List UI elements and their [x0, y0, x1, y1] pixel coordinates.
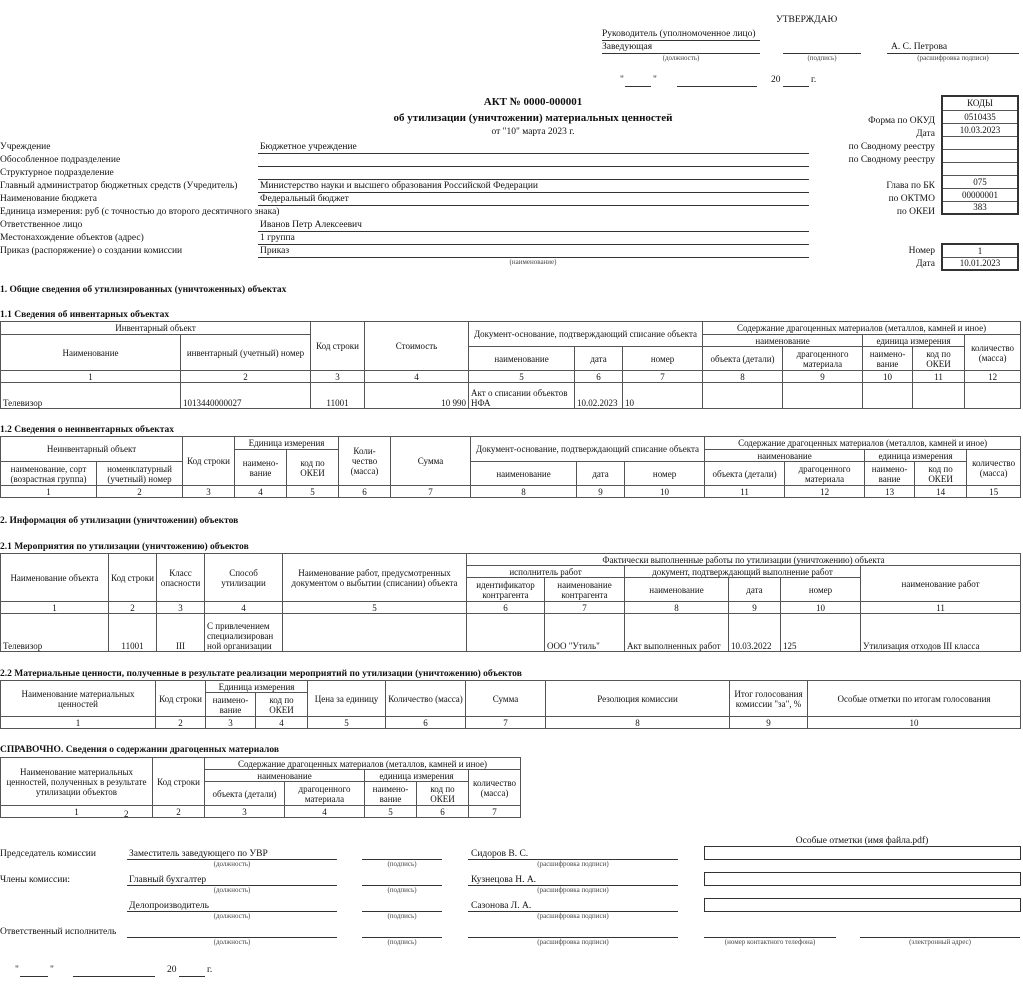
- t21-h-actual: Фактически выполненные работы по утилизации (уничтожению) объекта: [467, 554, 1021, 566]
- t11-h-pr-material: драгоценного материала: [783, 347, 863, 371]
- info-value-location: 1 группа: [260, 233, 295, 243]
- t22-num-1: 1: [1, 717, 156, 729]
- t22-num-9: 9: [730, 717, 808, 729]
- t22-num-3: 3: [206, 717, 256, 729]
- t21-row-name: Телевизор: [1, 614, 109, 652]
- ref-h-qty: количество (масса): [469, 770, 521, 806]
- code-bk: 075: [942, 175, 1018, 188]
- t11-h-doc-name: наименование: [469, 347, 575, 371]
- member2-signature-caption: (подпись): [387, 912, 417, 920]
- t11-h-name: Наименование: [1, 335, 181, 371]
- t11-num-9: 9: [783, 371, 863, 383]
- t11-num-11: 11: [913, 371, 965, 383]
- t21-row-doc-date: 10.03.2022: [729, 614, 781, 652]
- ref-num-3: 3: [205, 806, 285, 818]
- t21-row-contr-name: ООО "Утиль": [545, 614, 625, 652]
- section-1-2-title: 1.2 Сведения о неинвентарных объектах: [0, 425, 175, 435]
- t21-num-2: 2: [109, 602, 157, 614]
- member1-name-caption: (расшифровка подписи): [537, 886, 609, 894]
- approval-name-caption: (расшифровка подписи): [917, 54, 989, 62]
- t12-num-1: 1: [1, 486, 97, 498]
- t21-row-contr-id: [467, 614, 545, 652]
- t21-num-5: 5: [283, 602, 467, 614]
- t11-row-inv: 1013440000027: [181, 383, 311, 409]
- t11-num-12: 12: [965, 371, 1021, 383]
- t12-h-nom: номенклатурный (учетный) номер: [97, 462, 183, 486]
- t21-row-code: 11001: [109, 614, 157, 652]
- t22-h-notes: Особые отметки по итогам голосования: [808, 681, 1021, 717]
- t12-h-sum: Сумма: [391, 437, 471, 486]
- member2-position: Делопроизводитель: [129, 901, 209, 911]
- t21-h-contr-id: идентификатор контрагента: [467, 578, 545, 602]
- t11-row-name: Телевизор: [1, 383, 181, 409]
- code-empty: [942, 162, 1018, 175]
- t22-h-price: Цена за единицу: [308, 681, 386, 717]
- t22-h-vote: Итог голосования комиссии "за", %: [730, 681, 808, 717]
- code-okei: 383: [942, 201, 1018, 214]
- member1-signature-caption: (подпись): [387, 886, 417, 894]
- t12-h-pr-qty: количество (масса): [967, 450, 1021, 486]
- t12-num-9: 9: [577, 486, 625, 498]
- t12-num-15: 15: [967, 486, 1021, 498]
- t21-num-9: 9: [729, 602, 781, 614]
- t12-num-13: 13: [865, 486, 915, 498]
- ref-num-6: 6: [417, 806, 469, 818]
- bottom-year-prefix: 20: [167, 965, 177, 975]
- code-label-oktmo: по ОКТМО: [888, 194, 935, 204]
- info-label-admin: Главный администратор бюджетных средств (Учредитель): [0, 181, 238, 191]
- t21-h-method: Способ утилизации: [205, 554, 283, 602]
- table-reference-precious: [0, 757, 521, 818]
- t21-h-doc: документ, подтверждающий выполнение работ: [625, 566, 861, 578]
- t11-row-doc-number: 10: [623, 383, 703, 409]
- t12-num-5: 5: [287, 486, 339, 498]
- t11-h-precious: Содержание драгоценных материалов (металлов, камней и иное): [703, 322, 1021, 335]
- t12-h-qty: Коли- чество (масса): [339, 437, 391, 486]
- approval-signature-caption: (подпись): [807, 54, 837, 62]
- t11-h-doc-number: номер: [623, 347, 703, 371]
- t12-h-okei: код по ОКЕИ: [287, 450, 339, 486]
- info-label-budget: Наименование бюджета: [0, 194, 97, 204]
- t12-num-6: 6: [339, 486, 391, 498]
- info-label-order: Приказ (распоряжение) о создании комиссии: [0, 246, 183, 256]
- chairman-label: Председатель комиссии: [0, 849, 96, 859]
- t21-row-doc-name: Акт выполненных работ: [625, 614, 729, 652]
- table-row: [1, 383, 1021, 409]
- approval-date-quote-close: ": [653, 75, 657, 85]
- ref-h-unit-name: наимено- вание: [365, 782, 417, 806]
- t21-h-works-planned: Наименование работ, предусмотренных документом о выбытии (списании) объекта: [283, 554, 467, 602]
- t12-h-doc-date: дата: [577, 462, 625, 486]
- table-inventory-objects: [0, 321, 1021, 409]
- section-2-1-title: 2.1 Мероприятия по утилизации (уничтожению) объектов: [0, 542, 249, 552]
- t11-h-pr-unit: единица измерения: [863, 335, 965, 347]
- order-caption: (наименование): [509, 258, 557, 266]
- t11-h-cost: Стоимость: [365, 322, 469, 371]
- ref-num-4: 4: [285, 806, 365, 818]
- codes-header: КОДЫ: [942, 96, 1018, 110]
- member2-position-caption: (должность): [213, 912, 251, 920]
- t21-num-8: 8: [625, 602, 729, 614]
- info-value-institution: Бюджетное учреждение: [260, 142, 357, 152]
- approval-year-prefix: 20: [771, 75, 781, 85]
- ref-num-2: 2: [153, 806, 205, 818]
- order-date: 10.01.2023: [942, 257, 1018, 270]
- codes-table: [941, 95, 1019, 215]
- member2-name: Сазонова Л. А.: [471, 901, 532, 911]
- t12-num-10: 10: [625, 486, 705, 498]
- bottom-date-quote-open: ": [15, 965, 19, 975]
- section-2-title: 2. Информация об утилизации (уничтожении) объектов: [0, 516, 239, 526]
- t12-num-8: 8: [471, 486, 577, 498]
- approval-date-quote-open: ": [620, 75, 624, 85]
- t11-num-2: 2: [181, 371, 311, 383]
- t21-h-code: Код строки: [109, 554, 157, 602]
- approval-title: УТВЕРЖДАЮ: [776, 15, 838, 25]
- t12-h-code: Код строки: [183, 437, 235, 486]
- section-2-2-title: 2.2 Материальные ценности, полученные в результате реализации мероприятий по утилизации (уничтожению) объектов: [0, 669, 522, 679]
- table-noninventory-objects: [0, 436, 1021, 498]
- ref-num-7: 7: [469, 806, 521, 818]
- t12-h-pr-material: драгоценного материала: [785, 462, 865, 486]
- t21-row-method: С привлечением специализирован ной организации: [205, 614, 283, 652]
- info-value-budget: Федеральный бюджет: [260, 194, 349, 204]
- t11-h-pr-okei: код по ОКЕИ: [913, 347, 965, 371]
- t22-num-8: 8: [546, 717, 730, 729]
- t12-h-precious: Содержание драгоценных материалов (металлов, камней и иное): [705, 437, 1021, 450]
- t11-num-5: 5: [469, 371, 575, 383]
- table-received-values: [0, 680, 1021, 729]
- table-disposal-activities: [0, 553, 1021, 652]
- t22-h-sum: Сумма: [466, 681, 546, 717]
- ref-h-code: Код строки: [153, 758, 205, 806]
- t11-num-8: 8: [703, 371, 783, 383]
- t21-h-doc-name: наименование: [625, 578, 729, 602]
- info-label-institution: Учреждение: [0, 142, 51, 152]
- code-label-registry-1: по Сводному реестру: [848, 142, 935, 152]
- t12-num-2: 2: [97, 486, 183, 498]
- approval-head-label: Руководитель (уполномоченное лицо): [602, 29, 756, 39]
- t12-h-doc-number: номер: [625, 462, 705, 486]
- ref-h-precious: Содержание драгоценных материалов (металлов, камней и иное): [205, 758, 521, 770]
- t11-h-code: Код строки: [311, 322, 365, 371]
- t21-h-contr-name: наименование контрагента: [545, 578, 625, 602]
- code-label-okud: Форма по ОКУД: [868, 116, 935, 126]
- t21-row-works: Утилизация отходов III класса: [861, 614, 1021, 652]
- t11-h-pr-qty: количество (масса): [965, 335, 1021, 371]
- chairman-position-caption: (должность): [213, 860, 251, 868]
- notes-box-2[interactable]: [704, 872, 1021, 886]
- member2-name-caption: (расшифровка подписи): [537, 912, 609, 920]
- code-label-bk: Глава по БК: [886, 181, 935, 191]
- t21-num-1: 1: [1, 602, 109, 614]
- t12-h-pr-name: наименование: [705, 450, 865, 462]
- t22-h-name: Наименование материальных ценностей: [1, 681, 156, 717]
- section-1-1-title: 1.1 Сведения об инвентарных объектах: [0, 310, 170, 320]
- bottom-year-suffix: г.: [207, 965, 213, 975]
- t22-h-qty: Количество (масса): [386, 681, 466, 717]
- executor-position-caption: (должность): [213, 938, 251, 946]
- t12-h-name: наименование, сорт (возрастная группа): [1, 462, 97, 486]
- ref-num-1: 1: [1, 806, 153, 818]
- approval-position: Заведующая: [602, 42, 653, 52]
- t21-row-planned: [283, 614, 467, 652]
- member1-name: Кузнецова Н. А.: [471, 875, 537, 885]
- chairman-name: Сидоров В. С.: [471, 849, 529, 859]
- t22-num-2: 2: [156, 717, 206, 729]
- order-number: 1: [942, 244, 1018, 257]
- t11-h-inv-object: Инвентарный объект: [1, 322, 311, 335]
- ref-h-object: объекта (детали): [205, 782, 285, 806]
- t11-num-10: 10: [863, 371, 913, 383]
- t11-row-cost: 10 990: [365, 383, 469, 409]
- executor-label: Ответственный исполнитель: [0, 927, 117, 937]
- t21-row-class: III: [157, 614, 205, 652]
- executor-name-caption: (расшифровка подписи): [537, 938, 609, 946]
- act-title: АКТ № 0000-000001: [483, 96, 583, 108]
- t22-h-code: Код строки: [156, 681, 206, 717]
- reference-title: СПРАВОЧНО. Сведения о содержании драгоценных материалов: [0, 745, 280, 755]
- t12-num-7: 7: [391, 486, 471, 498]
- order-number-label: Номер: [908, 246, 935, 256]
- t11-row-doc-date: 10.02.2023: [575, 383, 623, 409]
- ref-num-5: 5: [365, 806, 417, 818]
- t12-h-doc-name: наименование: [471, 462, 577, 486]
- ref-h-material: драгоценного материала: [285, 782, 365, 806]
- t21-num-10: 10: [781, 602, 861, 614]
- notes-box-1[interactable]: [704, 846, 1021, 860]
- t21-h-executor: исполнитель работ: [467, 566, 625, 578]
- t12-h-obj: Неинвентарный объект: [1, 437, 183, 462]
- t12-h-pr-unit-name: наимено- вание: [865, 462, 915, 486]
- order-date-label: Дата: [916, 259, 935, 269]
- t21-h-works-name: наименование работ: [861, 566, 1021, 602]
- info-value-order: Приказ: [260, 246, 290, 256]
- t11-num-7: 7: [623, 371, 703, 383]
- t22-num-10: 10: [808, 717, 1021, 729]
- t22-num-4: 4: [256, 717, 308, 729]
- code-date: 10.03.2023: [942, 123, 1018, 136]
- t21-num-11: 11: [861, 602, 1021, 614]
- t21-num-4: 4: [205, 602, 283, 614]
- t21-row-doc-number: 125: [781, 614, 861, 652]
- table-row: [1, 614, 1021, 652]
- t12-num-11: 11: [705, 486, 785, 498]
- t12-h-pr-object: объекта (детали): [705, 462, 785, 486]
- info-value-responsible: Иванов Петр Алексеевич: [260, 220, 362, 230]
- member1-position-caption: (должность): [213, 886, 251, 894]
- code-label-date: Дата: [916, 129, 935, 139]
- t22-h-unit-name: наимено- вание: [206, 693, 256, 717]
- code-okud: 0510435: [942, 110, 1018, 123]
- t21-num-7: 7: [545, 602, 625, 614]
- t11-num-1: 1: [1, 371, 181, 383]
- t22-num-6: 6: [386, 717, 466, 729]
- executor-signature-caption: (подпись): [387, 938, 417, 946]
- notes-box-3[interactable]: [704, 898, 1021, 912]
- chairman-signature-caption: (подпись): [387, 860, 417, 868]
- info-label-unit: Единица измерения: руб (с точностью до второго десятичного знака): [0, 207, 280, 217]
- t11-h-pr-unit-name: наимено- вание: [863, 347, 913, 371]
- ref-num-1b: 2: [124, 809, 129, 819]
- t22-h-unit: Единица измерения: [206, 681, 308, 693]
- section-1-title: 1. Общие сведения об утилизированных (уничтоженных) объектах: [0, 285, 287, 295]
- executor-phone-caption: (номер контактного телефона): [724, 938, 816, 946]
- t12-num-3: 3: [183, 486, 235, 498]
- t11-num-6: 6: [575, 371, 623, 383]
- t21-num-6: 6: [467, 602, 545, 614]
- code-label-registry-2: по Сводному реестру: [848, 155, 935, 165]
- t22-h-resolution: Резолюция комиссии: [546, 681, 730, 717]
- t11-num-3: 3: [311, 371, 365, 383]
- t21-h-doc-number: номер: [781, 578, 861, 602]
- t22-h-okei: код по ОКЕИ: [256, 693, 308, 717]
- bottom-date-quote-close: ": [50, 965, 54, 975]
- t11-h-pr-name: наименование: [703, 335, 863, 347]
- t21-h-doc-date: дата: [729, 578, 781, 602]
- t12-h-pr-unit: единица измерения: [865, 450, 967, 462]
- code-label-okei: по ОКЕИ: [896, 207, 935, 217]
- code-registry-2: [942, 149, 1018, 162]
- t21-h-class: Класс опасности: [157, 554, 205, 602]
- t12-num-4: 4: [235, 486, 287, 498]
- member1-position: Главный бухгалтер: [129, 875, 207, 885]
- t21-h-obj-name: Наименование объекта: [1, 554, 109, 602]
- t11-row-doc-name: Акт о списании объектов НФА: [469, 383, 575, 409]
- act-date-line: от "10" марта 2023 г.: [491, 127, 575, 137]
- t12-h-unit: Единица измерения: [235, 437, 339, 450]
- chairman-name-caption: (расшифровка подписи): [537, 860, 609, 868]
- t21-num-3: 3: [157, 602, 205, 614]
- t12-h-doc: Документ-основание, подтверждающий списание объекта: [471, 437, 705, 462]
- chairman-position: Заместитель заведующего по УВР: [129, 849, 268, 859]
- act-subtitle: об утилизации (уничтожении) материальных ценностей: [393, 112, 673, 124]
- t11-row-code: 11001: [311, 383, 365, 409]
- approval-position-caption: (должность): [662, 54, 700, 62]
- members-label: Члены комиссии:: [0, 875, 71, 885]
- t12-h-pr-okei: код по ОКЕИ: [915, 462, 967, 486]
- t12-num-12: 12: [785, 486, 865, 498]
- approval-year-suffix: г.: [811, 75, 817, 85]
- ref-h-pr-name: наименование: [205, 770, 365, 782]
- t11-num-4: 4: [365, 371, 469, 383]
- code-registry-1: [942, 136, 1018, 149]
- info-label-separate-unit: Обособленное подразделение: [0, 155, 121, 165]
- t12-h-unit-name: наимено- вание: [235, 450, 287, 486]
- notes-title: Особые отметки (имя файла.pdf): [795, 836, 929, 846]
- info-label-responsible: Ответственное лицо: [0, 220, 83, 230]
- order-codes-table: [941, 243, 1019, 271]
- t11-h-inv-number: инвентарный (учетный) номер: [181, 335, 311, 371]
- ref-h-okei: код по ОКЕИ: [417, 782, 469, 806]
- code-oktmo: 00000001: [942, 188, 1018, 201]
- ref-h-pr-unit: единица измерения: [365, 770, 469, 782]
- executor-email-caption: (электронный адрес): [909, 938, 971, 946]
- t11-h-doc-date: дата: [575, 347, 623, 371]
- t22-num-5: 5: [308, 717, 386, 729]
- approval-name: А. С. Петрова: [891, 42, 948, 52]
- info-label-location: Местонахождение объектов (адрес): [0, 233, 144, 243]
- info-value-admin: Министерство науки и высшего образования Российской Федерации: [260, 181, 538, 191]
- info-label-structural-unit: Структурное подразделение: [0, 168, 114, 178]
- ref-h-name: Наименование материальных ценностей, полученных в результате утилизации объектов: [1, 758, 153, 806]
- t11-h-pr-object: объекта (детали): [703, 347, 783, 371]
- t12-num-14: 14: [915, 486, 967, 498]
- t22-num-7: 7: [466, 717, 546, 729]
- t11-h-doc: Документ-основание, подтверждающий списание объекта: [469, 322, 703, 347]
